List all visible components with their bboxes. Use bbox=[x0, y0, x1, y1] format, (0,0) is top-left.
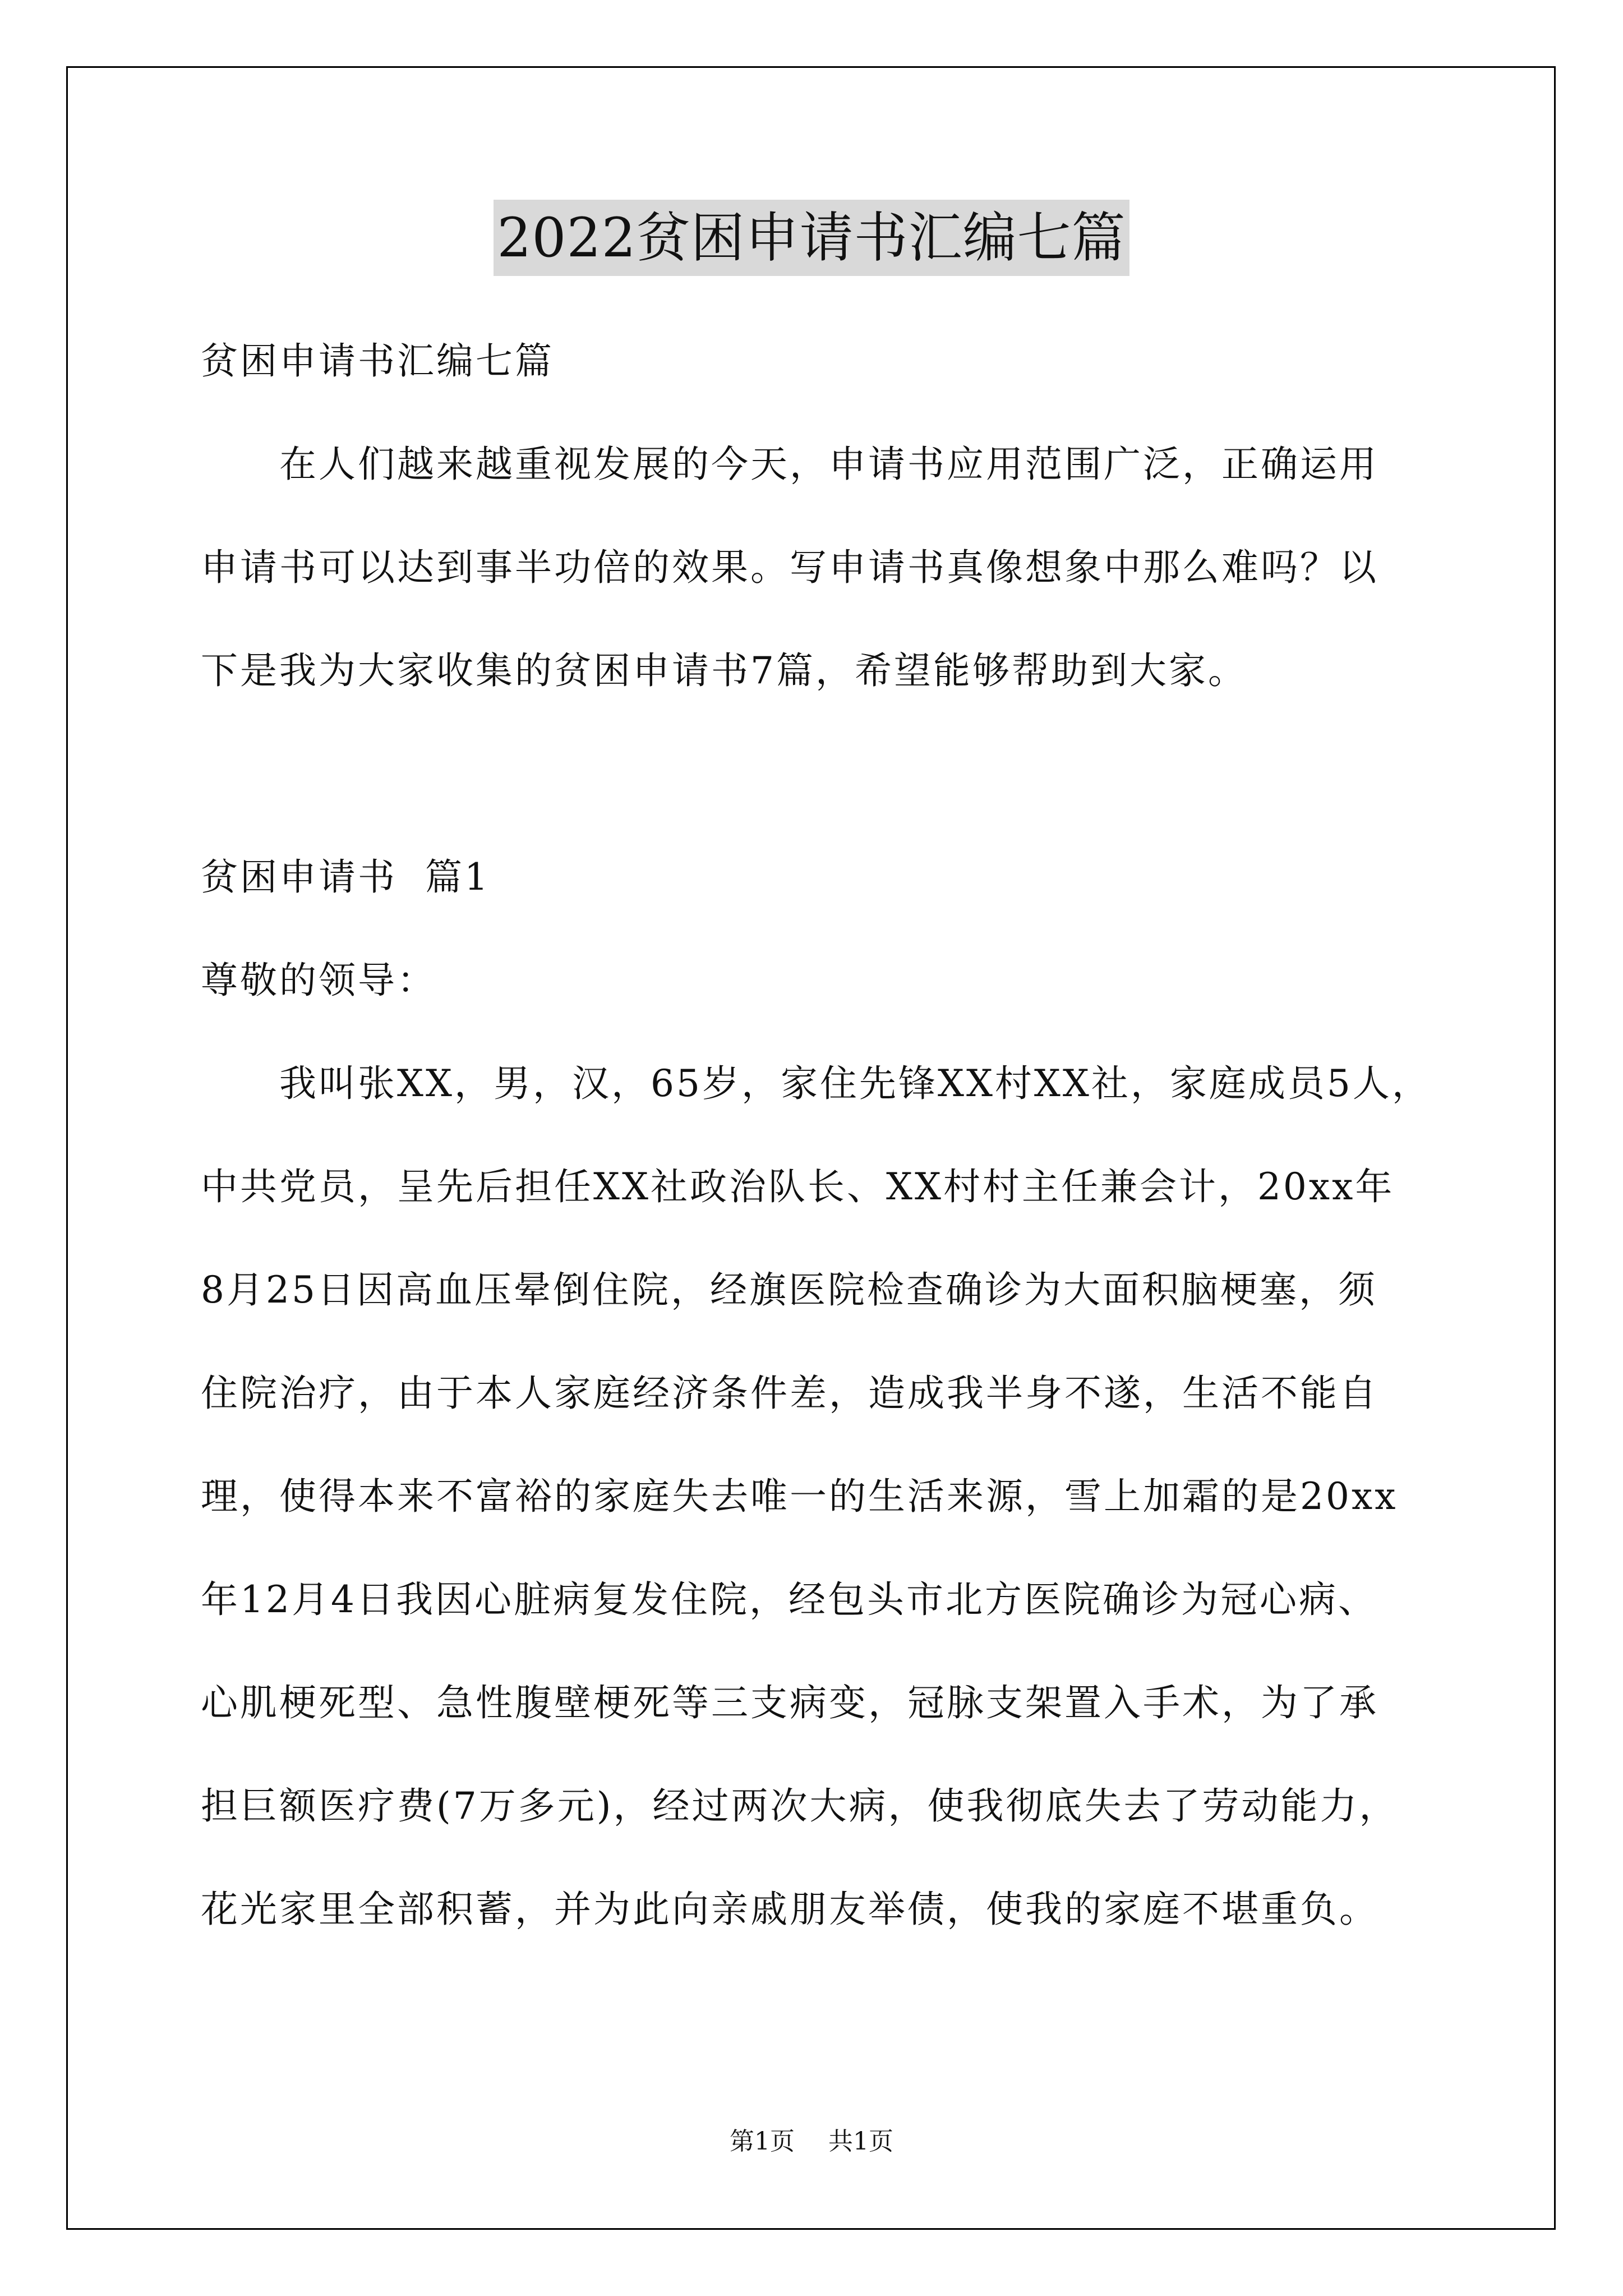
body-line: 8月25日因高血压晕倒住院，经旗医院检查确诊为大面积脑梗塞，须 bbox=[201, 1268, 1377, 1312]
document-title: 2022贫困申请书汇编七篇 bbox=[494, 200, 1129, 276]
section-heading: 贫困申请书 篇1 bbox=[201, 855, 490, 899]
body-line: 我叫张XX，男，汉，65岁，家住先锋XX村XX社，家庭成员5人， bbox=[279, 1062, 1431, 1105]
body-line: 中共党员，呈先后担任XX社政治队长、XX村村主任兼会计，20xx年 bbox=[201, 1165, 1395, 1208]
intro-line: 下是我为大家收集的贫困申请书7篇，希望能够帮助到大家。 bbox=[201, 649, 1247, 692]
page-footer bbox=[0, 2125, 1623, 2159]
body-line: 心肌梗死型、急性腹壁梗死等三支病变，冠脉支架置入手术，为了承 bbox=[201, 1681, 1378, 1724]
page-number: 第1页 bbox=[730, 2127, 795, 2156]
body-line: 担巨额医疗费(7万多元)，经过两次大病，使我彻底失去了劳动能力， bbox=[201, 1784, 1399, 1828]
page-count: 共1页 bbox=[828, 2127, 893, 2156]
body-line: 花光家里全部积蓄，并为此向亲戚朋友举债，使我的家庭不堪重负。 bbox=[201, 1888, 1378, 1931]
body-line: 理，使得本来不富裕的家庭失去唯一的生活来源，雪上加霜的是20xx bbox=[201, 1475, 1398, 1518]
intro-line: 在人们越来越重视发展的今天，申请书应用范围广泛，正确运用 bbox=[279, 443, 1378, 486]
salutation: 尊敬的领导： bbox=[201, 959, 436, 1002]
subtitle: 贫困申请书汇编七篇 bbox=[201, 339, 554, 383]
title-area bbox=[0, 200, 1623, 276]
document-body bbox=[201, 310, 1491, 1961]
intro-line: 申请书可以达到事半功倍的效果。写申请书真像想象中那么难吗？以 bbox=[201, 546, 1378, 589]
paragraph-gap bbox=[201, 723, 1491, 826]
body-line: 年12月4日我因心脏病复发住院，经包头市北方医院确诊为冠心病、 bbox=[201, 1578, 1377, 1621]
body-line: 住院治疗，由于本人家庭经济条件差，造成我半身不遂，生活不能自 bbox=[201, 1372, 1378, 1415]
